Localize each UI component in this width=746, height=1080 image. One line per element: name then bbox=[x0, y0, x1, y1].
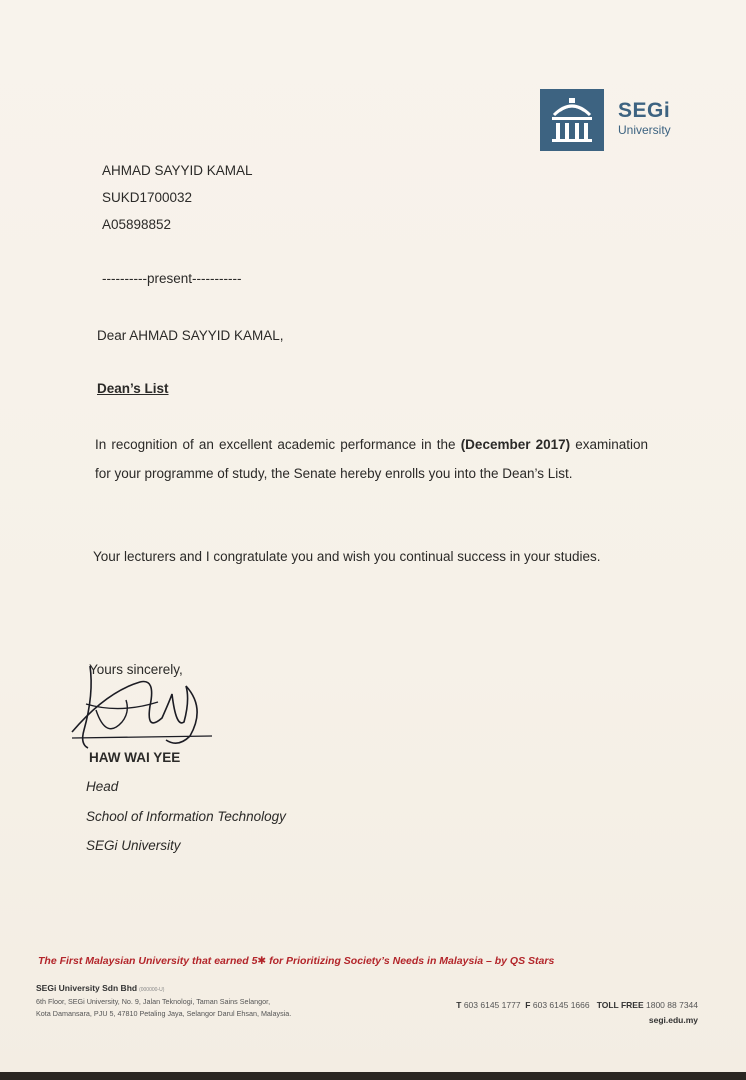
signatory-title: Head bbox=[86, 779, 119, 794]
footer-address-block bbox=[36, 982, 291, 1020]
signatory-institution: SEGi University bbox=[86, 838, 181, 853]
sign-off: Yours sincerely, bbox=[89, 662, 183, 677]
recipient-passport-no: A05898852 bbox=[102, 217, 172, 232]
segi-logo-emblem bbox=[540, 89, 604, 151]
recipient-student-id: SUKD1700032 bbox=[102, 190, 193, 205]
footer-address-line-1: 6th Floor, SEGi University, No. 9, Jalan Teknologi, Taman Sains Selangor, bbox=[36, 997, 271, 1006]
footer-company-reg: (000000-U) bbox=[139, 987, 165, 993]
footer-contact-block bbox=[456, 998, 698, 1028]
body-p1-date: (December 2017) bbox=[460, 437, 571, 452]
building-icon bbox=[540, 89, 604, 151]
footer-company: SEGi University Sdn Bhd bbox=[36, 983, 138, 993]
footer-fax-label: F bbox=[525, 1000, 531, 1010]
segi-logo bbox=[540, 89, 690, 151]
subject-heading: Dean’s List bbox=[97, 381, 169, 396]
body-p1-before: In recognition of an excellent academic performance in the bbox=[95, 437, 461, 452]
handwritten-signature bbox=[66, 652, 226, 760]
footer-tollfree: 1800 88 7344 bbox=[646, 1000, 698, 1010]
footer-tel: 603 6145 1777 bbox=[463, 1000, 521, 1010]
logo-brand: SEGi bbox=[618, 99, 671, 122]
body-paragraph-1 bbox=[95, 430, 648, 488]
footer-website: segi.edu.my bbox=[648, 1015, 698, 1025]
footer-fax: 603 6145 1666 bbox=[532, 1000, 590, 1010]
recipient-name: AHMAD SAYYID KAMAL bbox=[102, 163, 253, 178]
bottom-edge bbox=[0, 1072, 746, 1080]
signatory-department: School of Information Technology bbox=[86, 809, 286, 824]
footer-tollfree-label: TOLL FREE bbox=[596, 1000, 644, 1010]
footer-address-line-2: Kota Damansara, PJU 5, 47810 Petaling Jaya, Selangor Darul Ehsan, Malaysia. bbox=[36, 1009, 292, 1018]
present-line: ----------present----------- bbox=[102, 271, 242, 286]
logo-subtitle: University bbox=[618, 123, 671, 137]
footer-tagline: The First Malaysian University that earned 5✱ for Prioritizing Society’s Needs in Malaysia – by QS Stars bbox=[38, 955, 555, 967]
body-paragraph-2: Your lecturers and I congratulate you and wish you continual success in your studies. bbox=[93, 549, 601, 564]
salutation: Dear AHMAD SAYYID KAMAL, bbox=[97, 328, 284, 343]
body-p1-after: examination for your programme of study, the Senate hereby enrolls you into the Dean’s List. bbox=[95, 437, 649, 481]
footer-tel-label: T bbox=[456, 1000, 462, 1010]
signatory-name: HAW WAI YEE bbox=[89, 750, 181, 765]
